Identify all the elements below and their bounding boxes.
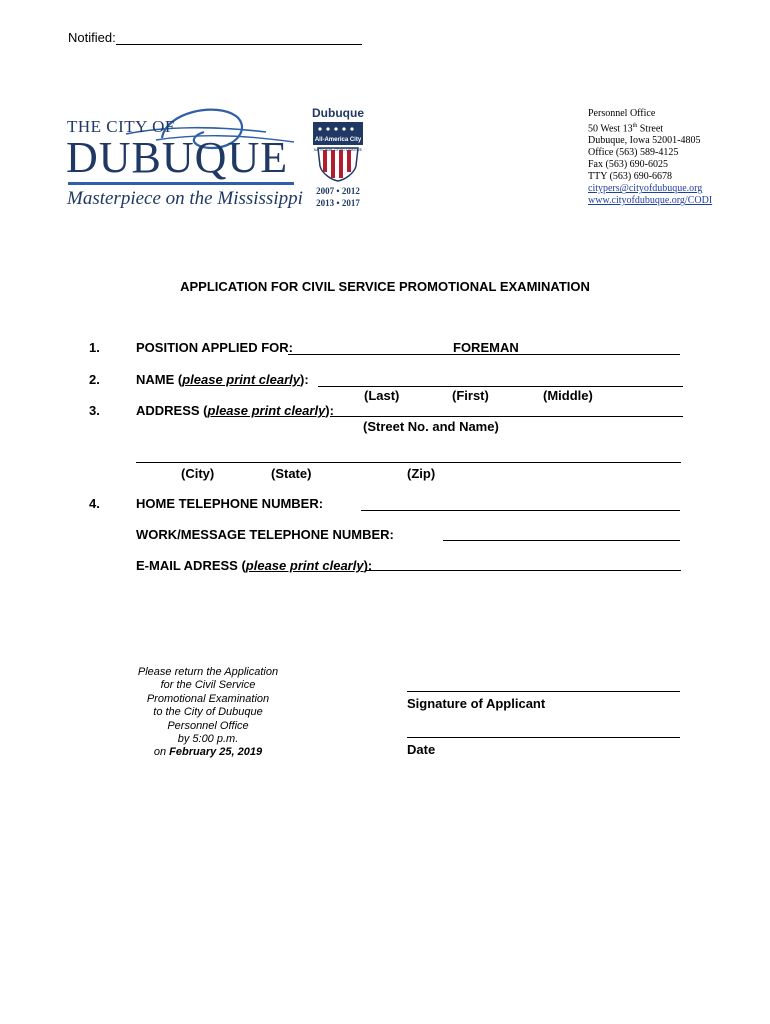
- office-web-link[interactable]: www.cityofdubuque.org/CODI: [588, 195, 713, 207]
- item-number-4: 4.: [89, 496, 100, 511]
- name-first-caption: (First): [452, 388, 489, 403]
- date-label: Date: [407, 742, 436, 757]
- return-note-line-6: by 5:00 p.m.: [177, 733, 239, 746]
- return-note-line-7: [118, 746, 298, 759]
- page-title: APPLICATION FOR CIVIL SERVICE PROMOTIONAL EXAMINATION: [180, 279, 590, 294]
- badge-years-2: 2013 • 2017: [316, 198, 360, 208]
- city-logo: [66, 104, 303, 214]
- all-america-city-badge: [310, 106, 366, 210]
- return-note-line-2: for the Civil Service: [160, 679, 256, 692]
- name-middle-caption: (Middle): [543, 388, 593, 403]
- return-note-line-3: Promotional Examination: [146, 692, 270, 705]
- badge-years-1: 2007 • 2012: [316, 186, 360, 196]
- work-phone-label: WORK/MESSAGE TELEPHONE NUMBER:: [136, 527, 394, 542]
- logo-line1: THE CITY OF: [67, 117, 175, 136]
- signature-label: Signature of Applicant: [407, 696, 546, 711]
- name-label-hint: please print clearly: [182, 372, 300, 387]
- return-note-line-1: Please return the Application: [137, 666, 279, 678]
- office-street-name: Street: [637, 123, 664, 135]
- position-label: POSITION APPLIED FOR:: [136, 340, 293, 355]
- address-label-suffix: ):: [325, 403, 334, 418]
- home-phone-field-line[interactable]: [361, 510, 680, 511]
- office-city: Dubuque, Iowa 52001-4805: [588, 135, 701, 147]
- home-phone-label: HOME TELEPHONE NUMBER:: [136, 496, 324, 511]
- logo-rule: [68, 182, 294, 185]
- address-city-field-line[interactable]: [136, 462, 681, 463]
- badge-title: Dubuque: [312, 106, 364, 120]
- item-number-3: 3.: [89, 403, 100, 418]
- return-note-line-5: Personnel Office: [167, 719, 249, 732]
- name-label: [136, 372, 309, 387]
- badge-subtitle: All-America City: [314, 137, 362, 143]
- email-label-suffix: ):: [363, 558, 373, 573]
- email-label-text: E-MAIL ADRESS (: [136, 558, 246, 573]
- office-email-link[interactable]: citypers@cityofdubuque.org: [588, 183, 703, 195]
- office-fax: Fax (563) 690-6025: [588, 159, 668, 171]
- badge-org: NATIONAL CIVIC LEAGUE: [313, 147, 363, 152]
- name-label-suffix: ):: [300, 372, 309, 387]
- return-deadline-date: February 25, 2019: [169, 746, 263, 759]
- address-label-text: ADDRESS (: [136, 403, 208, 418]
- name-last-caption: (Last): [364, 388, 400, 403]
- logo-line2: DUBUQUE: [66, 133, 289, 182]
- item-number-2: 2.: [89, 372, 100, 387]
- email-label: [136, 558, 372, 573]
- office-name: Personnel Office: [588, 108, 656, 119]
- address-zip-caption: (Zip): [407, 466, 436, 481]
- email-field-line[interactable]: [366, 570, 681, 571]
- email-label-hint: please print clearly: [245, 558, 364, 573]
- office-phone: Office (563) 589-4125: [588, 147, 679, 159]
- name-label-text: NAME (: [136, 372, 183, 387]
- address-street-field-line[interactable]: [330, 416, 683, 417]
- office-street-number: 50 West 13: [588, 123, 633, 135]
- item-number-1: 1.: [89, 340, 100, 355]
- office-tty: TTY (563) 690-6678: [588, 171, 673, 183]
- position-value: FOREMAN: [453, 340, 519, 355]
- office-address-block: [588, 108, 712, 207]
- notified-label: Notified:: [68, 30, 116, 45]
- address-city-caption: (City): [181, 466, 215, 481]
- address-label-hint: please print clearly: [207, 403, 326, 418]
- work-phone-field-line[interactable]: [443, 540, 680, 541]
- notified-field-line[interactable]: [116, 44, 362, 45]
- date-field-line[interactable]: [407, 737, 680, 738]
- office-street: [588, 120, 712, 135]
- address-state-caption: (State): [271, 466, 312, 481]
- address-label: [136, 403, 334, 418]
- shield-icon: [310, 122, 366, 182]
- logo-tagline: Masterpiece on the Mississippi: [67, 188, 303, 209]
- return-note-on: on: [153, 746, 170, 759]
- return-instructions: [118, 666, 298, 760]
- signature-field-line[interactable]: [407, 691, 680, 692]
- address-street-caption: (Street No. and Name): [363, 419, 499, 434]
- return-note-line-4: to the City of Dubuque: [153, 706, 263, 719]
- name-field-line[interactable]: [318, 386, 683, 387]
- office-street-sup: th: [632, 123, 638, 129]
